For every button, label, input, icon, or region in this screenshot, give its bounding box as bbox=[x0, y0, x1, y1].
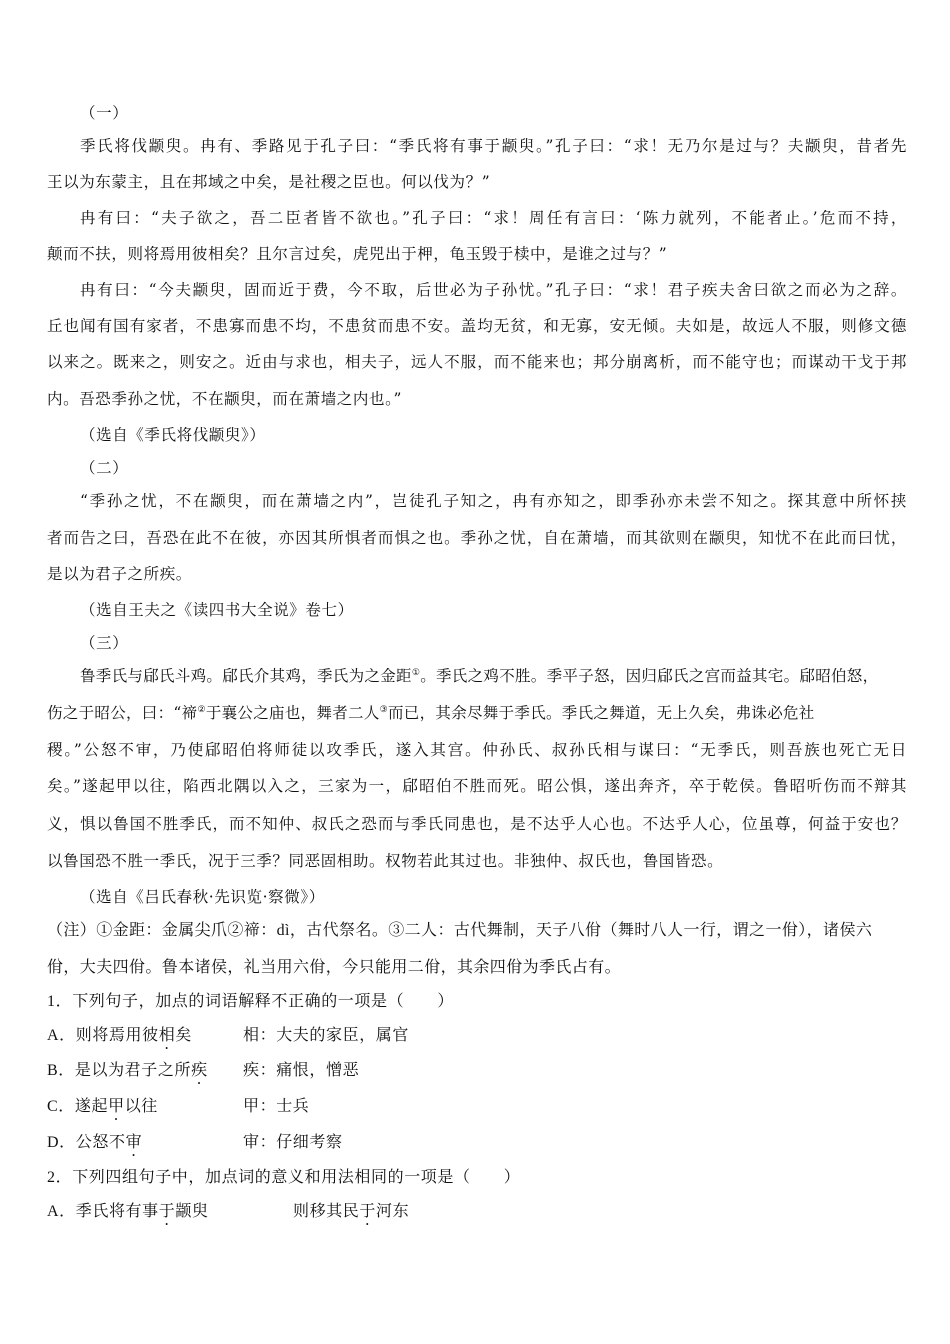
section-2-source: （选自王夫之《读四书大全说》卷七） bbox=[80, 601, 354, 619]
option-c-meaning: 甲：士兵 bbox=[243, 1098, 310, 1115]
section-3-line-1-a: 鲁季氏与郈氏斗鸡。郈氏介其鸡，季氏为之金距 bbox=[80, 667, 412, 685]
question-1-option-b[interactable] bbox=[47, 1061, 907, 1088]
option-d-text: D．公怒不 bbox=[47, 1134, 126, 1151]
section-3-line-2-c: 而已，其余尽舞于季氏。季氏之舞道，无上久矣，弗诛必危社 bbox=[388, 704, 815, 722]
section-3-line-4: 矣。”遂起甲以往，陷西北隅以入之，三家为一，郈昭伯不胜而死。昭公惧，遂出奔齐，卒于乾侯。鲁昭听伤而不辩其 bbox=[47, 777, 907, 795]
section-3-line-6: 以鲁国恐不胜一季氏，况于三季？同恶固相助。权物若此其过也。非独仲、叔氏也，鲁国皆恐。 bbox=[47, 852, 724, 870]
q2-option-a-text-end: 颛臾 bbox=[175, 1203, 209, 1220]
option-d-dotted-word: 审 bbox=[125, 1134, 143, 1151]
question-2-stem: 2．下列四组句子中，加点词的意义和用法相同的一项是（ ） bbox=[47, 1169, 521, 1186]
q2-option-a-right-text: 则移其民 bbox=[293, 1203, 360, 1220]
option-b-meaning: 疾：痛恨，憎恶 bbox=[243, 1062, 360, 1079]
q2-option-a-dotted-word: 于 bbox=[158, 1203, 176, 1220]
section-3-line-1-b: 。季氏之鸡不胜。季平子怒，因归郈氏之宫而益其宅。郈昭伯怒， bbox=[420, 667, 879, 685]
q2-option-a-text: A．季氏将有事 bbox=[47, 1203, 159, 1220]
question-1-option-d[interactable] bbox=[47, 1133, 907, 1160]
section-2-line-1: “季孙之忧，不在颛臾，而在萧墙之内”，岂徒孔子知之，冉有亦知之，即季孙亦未尝不知之。探其意中所怀挟 bbox=[80, 492, 907, 510]
section-1-line-5: 冉有曰：“今夫颛臾，固而近于费，今不取，后世必为子孙忧。”孔子曰：“求！君子疾夫舍曰欲之而必为之辞。 bbox=[80, 281, 907, 299]
option-c-dotted-word: 甲 bbox=[108, 1098, 125, 1115]
question-1-option-a[interactable] bbox=[47, 1026, 907, 1053]
option-a-text-end: 矣 bbox=[175, 1027, 192, 1044]
section-1-line-8: 内。吾恐季孙之忧，不在颛臾，而在萧墙之内也。” bbox=[47, 390, 402, 408]
note-ref-1: ① bbox=[411, 667, 421, 678]
option-c-text: C．遂起 bbox=[47, 1098, 109, 1115]
question-1-stem: 1．下列句子，加点的词语解释不正确的一项是（ ） bbox=[47, 993, 455, 1010]
section-3-line-2 bbox=[47, 703, 907, 723]
note-ref-2: ② bbox=[197, 704, 206, 715]
section-3-source: （选自《吕氏春秋·先识览·察微》） bbox=[80, 888, 325, 906]
notes-line-1: （注）①金距：金属尖爪②禘：dì，古代祭名。③二人：古代舞制，天子八佾（舞时八人一行，谓之一佾），诸侯六 bbox=[47, 922, 873, 939]
option-d-meaning: 审：仔细考察 bbox=[243, 1134, 343, 1151]
section-3-line-5: 义，惧以鲁国不胜季氏，而不知仲、叔氏之恐而与季氏同患也，是不达乎人心也。不达乎人心，位虽尊，何益于安也？ bbox=[47, 815, 907, 833]
section-2-title: （二） bbox=[80, 459, 129, 477]
section-3-line-2-a: 伤之于昭公，曰：“禘 bbox=[47, 704, 198, 722]
option-a-meaning: 相：大夫的家臣，属官 bbox=[243, 1027, 410, 1044]
question-2-option-a[interactable] bbox=[47, 1202, 907, 1229]
option-b-dotted-word: 疾 bbox=[191, 1062, 208, 1079]
section-1-line-3: 冉有曰：“夫子欲之，吾二臣者皆不欲也。”孔子曰：“求！周任有言曰：‘陈力就列，不能者止。’危而不持， bbox=[80, 209, 907, 227]
section-1-title: （一） bbox=[80, 104, 129, 122]
q2-option-a-right-text-end: 河东 bbox=[376, 1203, 410, 1220]
section-1-line-6: 丘也闻有国有家者，不患寡而患不均，不患贫而患不安。盖均无贫，和无寡，安无倾。夫如是，故远人不服，则修文德 bbox=[47, 317, 907, 335]
section-1-line-7: 以来之。既来之，则安之。近由与求也，相夫子，远人不服，而不能来也；邦分崩离析，而不能守也；而谋动干戈于邦 bbox=[47, 353, 907, 371]
notes-line-2: 佾，大夫四佾。鲁本诸侯，礼当用六佾，今只能用二佾，其余四佾为季氏占有。 bbox=[47, 959, 622, 976]
option-a-dotted-word: 相 bbox=[158, 1027, 176, 1044]
section-1-source: （选自《季氏将伐颛臾》） bbox=[80, 426, 266, 444]
option-b-text: B．是以为君子之所 bbox=[47, 1062, 192, 1079]
option-c-text-end: 以往 bbox=[124, 1098, 158, 1115]
section-3-line-1 bbox=[80, 666, 907, 686]
section-1-line-1: 季氏将伐颛臾。冉有、季路见于孔子曰：“季氏将有事于颛臾。”孔子曰：“求！无乃尔是过与？夫颛臾，昔者先 bbox=[80, 137, 907, 155]
q2-option-a-right-dotted-word: 于 bbox=[359, 1203, 377, 1220]
section-3-line-2-b: 于襄公之庙也，舞者二人 bbox=[205, 704, 380, 722]
note-ref-3: ③ bbox=[379, 704, 388, 715]
section-3-line-3: 稷。”公怒不审，乃使郈昭伯将师徒以攻季氏，遂入其宫。仲孙氏、叔孙氏相与谋曰：“无季氏，则吾族也死亡无日 bbox=[47, 741, 907, 759]
question-1-option-c[interactable] bbox=[47, 1097, 907, 1124]
section-3-title: （三） bbox=[80, 634, 129, 652]
section-1-line-2: 王以为东蒙主，且在邦域之中矣，是社稷之臣也。何以伐为？” bbox=[47, 173, 491, 191]
section-2-line-2: 者而告之曰，吾恐在此不在彼，亦因其所惧者而惧之也。季孙之忧，自在萧墙，而其欲则在颛臾，知忧不在此而曰忧， bbox=[47, 529, 907, 547]
option-a-text: A．则将焉用彼 bbox=[47, 1027, 159, 1044]
section-2-line-3: 是以为君子之所疾。 bbox=[47, 565, 192, 583]
section-1-line-4: 颠而不扶，则将焉用彼相矣？且尔言过矣，虎兕出于柙，龟玉毁于椟中，是谁之过与？” bbox=[47, 245, 668, 263]
